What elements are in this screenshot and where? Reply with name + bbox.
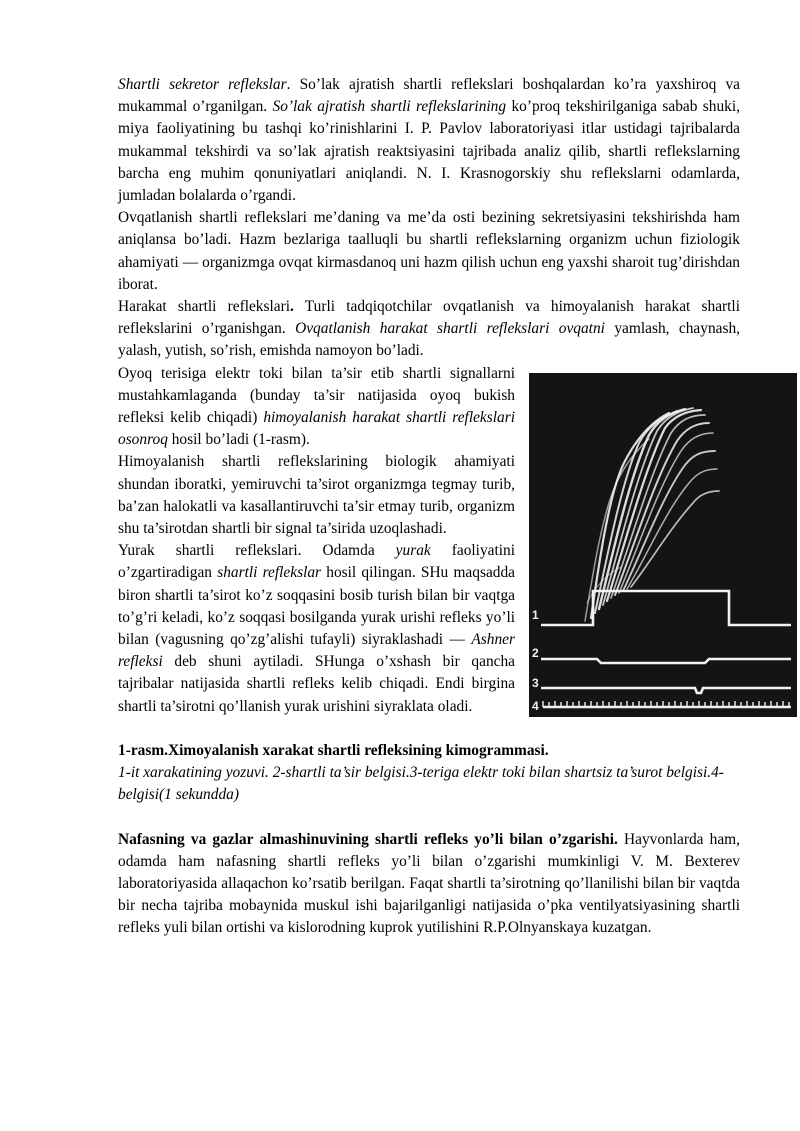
document-page — [118, 74, 740, 940]
paragraph-cardiac: Yurak shartli reflekslari. Odamda yurak faoliyatini o’zgartiradigan shartli reflekslar hosil qilingan. SHu maqsadda biron shartli ta’sirot ko’z soqqasini bosib turish bilan bir vaqtga to’g’ri keladi, ko’z soqqasi bosilganda yurak urishi refleks yo’li bilan (vagusning qo’zg’alishi tufayli) siyraklashadi — Ashner refleksi deb shuni aytiladi. SHunga o’xshash bir qancha tajribalar natijasida shartli refleks kelib chiqadi. Endi birgina shartli ta’sirotni qo’llanish yurak urishini siyraklata oladi. — [118, 542, 515, 715]
paragraph-electric: Oyoq terisiga elektr toki bilan ta’sir etib shartli signallarni mustahkamlaganda (bunday ta’sir natijasida oyoq bukish refleksi kelib chiqadi) himoyalanish harakat shartli reflekslari osonroq hosil bo’ladi (1-rasm). — [118, 364, 515, 449]
trace-label-1: 1 — [532, 607, 539, 622]
trace-label-4: 4 — [532, 698, 539, 713]
trace-label-2: 2 — [532, 645, 539, 660]
paragraph-respiration: Nafasning va gazlar almashinuvining shartli refleks yo’li bilan o’zgarishi. Hayvonlarda ham, odamda ham nafasning shartli refleks yo’li bilan o’zgarishi mumkinligi V. M. Bexterev laboratoriyasida allaqachon ko’rsatib berilgan. Faqat shartli ta’sirotning qo’llanilishi bilan bir vaqtda bir necha tajriba mobaynida muskul ishi bajarilganligi natijasida o’pka ventilyatsiyasining shartli refleks yuli bilan ortishi va kislorodning kuprok yutilishini R.P.Olnyanskaya kuzatgan. — [118, 830, 741, 937]
term-secretory: Shartli sekretor reflekslar — [118, 76, 287, 93]
paragraph-digestive: Ovqatlanish shartli reflekslari me’daning va me’da osti bezining sekretsiyasini tekshirishda ham aniqlansa bo’ladi. Hazm bezlariga taalluqli bu shartli reflekslarning organizm uchun fiziologik ahamiyati — organizmga ovqat kirmasdanoq uni hazm qilish uchun eng yaxshi sharoit tug’dirishdan iborat. — [118, 209, 740, 293]
kymogram-figure — [529, 373, 797, 717]
paragraph-salivary: Shartli sekretor reflekslar. So’lak ajratish shartli reflekslari boshqalardan ko’ra yaxshiroq va mukammal o’rganilgan. So’lak ajratish shartli reflekslarining ko’proq tekshirilganiga sabab shuki, miya faoliyatining bu tashqi ko’rinishlarini I. P. Pavlov laboratoriyasi itlar ustidagi tajribalarda mukammal tekshirdi va so’lak ajratish reaktsiyasini tajribada analiz qilib, shartli reflekslarning barcha eng muhim qonuniyatlari aniqlandi. N. I. Krasnogorskiy shu reflekslarni odamlarda, jumladan bolalarda o’rgandi. — [118, 76, 741, 205]
paragraph-motor: Harakat shartli reflekslari. Turli tadqiqotchilar ovqatlanish va himoyalanish harakat shartli reflekslarini o’rganishgan. Ovqatlanish harakat shartli reflekslari ovqatni yamlash, chaynash, yalash, yutish, so’rish, emishda namoyon bo’ladi. — [118, 298, 741, 360]
figure-caption-body: 1-it xarakatining yozuvi. 2-shartli ta’sir belgisi.3-teriga elektr toki bilan shartsiz ta’surot belgisi.4-belgisi(1 sekundda) — [118, 764, 724, 804]
section-heading: Nafasning va gazlar almashinuvining shartli refleks yo’li bilan o’zgarishi. — [118, 830, 618, 848]
paragraph-protective: Himoyalanish shartli reflekslarining biologik ahamiyati shundan iboratki, yemiruvchi ta’sirot organizmga tegmay turib, ba’zan halokatli va kasallantiruvchi ta’sir etmay turib, organizm shu ta’sirotdan shartli bir signal ta’sirida uzoqlashadi. — [118, 453, 515, 538]
figure-caption-title: 1-rasm.Ximoyalanish xarakat shartli refleksining kimogrammasi. — [118, 741, 549, 759]
kymogram-image — [529, 373, 797, 717]
trace-label-3: 3 — [532, 675, 539, 690]
